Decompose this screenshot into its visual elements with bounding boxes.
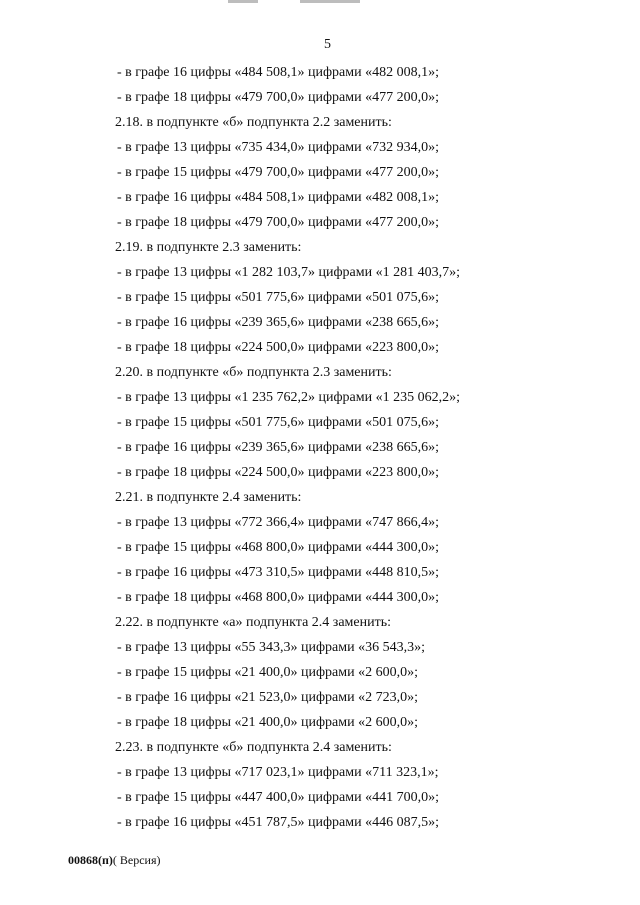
amendment-line: - в графе 18 цифры «224 500,0» цифрами «223 800,0»; xyxy=(117,340,439,355)
amendment-line: - в графе 15 цифры «501 775,6» цифрами «501 075,6»; xyxy=(117,290,439,305)
amendment-line: - в графе 16 цифры «484 508,1» цифрами «482 008,1»; xyxy=(117,190,439,205)
document-version: ( Версия) xyxy=(112,853,161,867)
scan-artifact xyxy=(300,0,360,3)
amendment-line: - в графе 13 цифры «717 023,1» цифрами «711 323,1»; xyxy=(117,765,439,780)
section-heading: 2.18. в подпункте «б» подпункта 2.2 заменить: xyxy=(115,115,392,130)
page-number: 5 xyxy=(324,37,331,52)
amendment-line: - в графе 13 цифры «772 366,4» цифрами «747 866,4»; xyxy=(117,515,439,530)
amendment-line: - в графе 18 цифры «479 700,0» цифрами «477 200,0»; xyxy=(117,215,439,230)
amendment-line: - в графе 13 цифры «735 434,0» цифрами «732 934,0»; xyxy=(117,140,439,155)
amendment-line: - в графе 16 цифры «473 310,5» цифрами «448 810,5»; xyxy=(117,565,439,580)
amendment-line: - в графе 18 цифры «479 700,0» цифрами «477 200,0»; xyxy=(117,90,439,105)
amendment-line: - в графе 13 цифры «1 282 103,7» цифрами «1 281 403,7»; xyxy=(117,265,460,280)
section-heading: 2.19. в подпункте 2.3 заменить: xyxy=(115,240,302,255)
amendment-line: - в графе 18 цифры «468 800,0» цифрами «444 300,0»; xyxy=(117,590,439,605)
document-body xyxy=(0,60,640,835)
amendment-line: - в графе 15 цифры «501 775,6» цифрами «501 075,6»; xyxy=(117,415,439,430)
document-code: 00868(п) xyxy=(68,853,113,867)
amendment-line: - в графе 16 цифры «484 508,1» цифрами «482 008,1»; xyxy=(117,65,439,80)
document-footer xyxy=(68,853,161,867)
amendment-line: - в графе 15 цифры «479 700,0» цифрами «477 200,0»; xyxy=(117,165,439,180)
amendment-line: - в графе 13 цифры «1 235 762,2» цифрами «1 235 062,2»; xyxy=(117,390,460,405)
scan-artifact xyxy=(228,0,258,3)
amendment-line: - в графе 15 цифры «21 400,0» цифрами «2 600,0»; xyxy=(117,665,418,680)
amendment-line: - в графе 16 цифры «21 523,0» цифрами «2 723,0»; xyxy=(117,690,418,705)
section-heading: 2.20. в подпункте «б» подпункта 2.3 заменить: xyxy=(115,365,392,380)
amendment-line: - в графе 15 цифры «447 400,0» цифрами «441 700,0»; xyxy=(117,790,439,805)
amendment-line: - в графе 18 цифры «21 400,0» цифрами «2 600,0»; xyxy=(117,715,418,730)
section-heading: 2.23. в подпункте «б» подпункта 2.4 заменить: xyxy=(115,740,392,755)
amendment-line: - в графе 13 цифры «55 343,3» цифрами «36 543,3»; xyxy=(117,640,425,655)
amendment-line: - в графе 16 цифры «239 365,6» цифрами «238 665,6»; xyxy=(117,440,439,455)
amendment-line: - в графе 18 цифры «224 500,0» цифрами «223 800,0»; xyxy=(117,465,439,480)
amendment-line: - в графе 15 цифры «468 800,0» цифрами «444 300,0»; xyxy=(117,540,439,555)
amendment-line: - в графе 16 цифры «239 365,6» цифрами «238 665,6»; xyxy=(117,315,439,330)
amendment-line: - в графе 16 цифры «451 787,5» цифрами «446 087,5»; xyxy=(117,815,439,830)
section-heading: 2.22. в подпункте «а» подпункта 2.4 заменить: xyxy=(115,615,391,630)
section-heading: 2.21. в подпункте 2.4 заменить: xyxy=(115,490,302,505)
